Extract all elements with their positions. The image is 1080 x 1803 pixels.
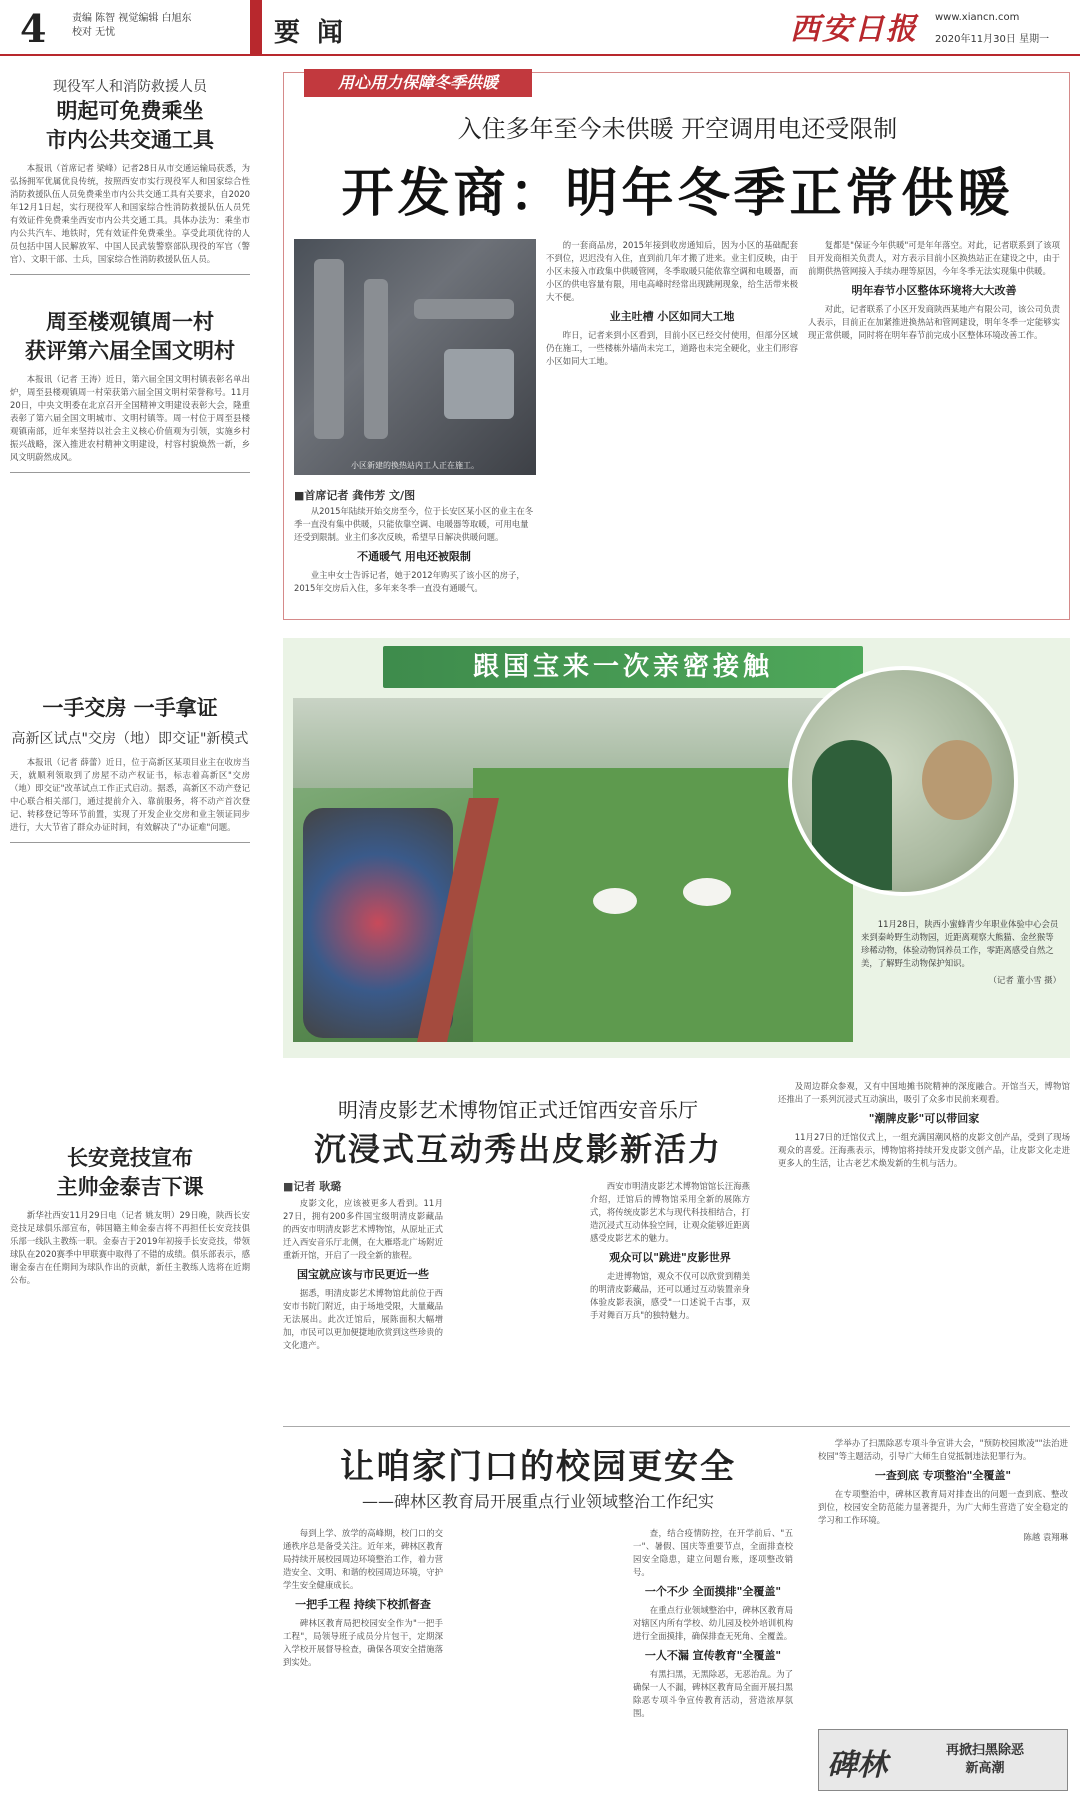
campus-credit: 陈越 袁翔琳 <box>1023 1532 1068 1542</box>
campus-col1-paragraph-b: 碑林区教育局把校园安全作为"一把手工程"，局领导班子成员分片包干，定期深入学校开展督导检查，确保各项安全措施落到实处。 <box>283 1618 443 1667</box>
divider <box>10 274 250 275</box>
heating-col3-paragraph: 复都是"保证今年供暖"可是年年落空。对此，记者联系到了该项目开发商相关负责人，对方表示目前小区换热站正在建设之中，由于前期供热管网接入手续办理等原因，今年冬季无法实现集中供暖。 <box>808 240 1060 276</box>
heating-col1 <box>294 505 534 595</box>
story4-body <box>10 1209 250 1287</box>
beilin-logo: 碑林 <box>827 1748 887 1783</box>
campus-story <box>283 1426 1070 1796</box>
panda-shape <box>593 888 637 914</box>
campus-col2-subhead: 一个不少 全面摸排"全覆盖" <box>644 1585 782 1598</box>
story2-headline-line1: 周至楼观镇周一村 <box>46 309 214 334</box>
campus-right-col <box>818 1437 1068 1544</box>
story2-headline <box>10 307 250 365</box>
campus-col2 <box>633 1527 793 1720</box>
editor-line-1: 责编 陈智 视觉编辑 白旭东 <box>72 13 192 24</box>
heating-photo-caption: 小区新建的换热站内工人正在施工。 <box>351 461 479 470</box>
shadow-col1-paragraph: 皮影文化，应该被更多人看到。11月27日，拥有200多件国宝级明清皮影藏品的西安市明清皮影艺术博物馆，从原址正式迁入西安音乐厅北侧，在大雁塔北广场附近重新开馆，开启了一段全新的旅程。 <box>283 1198 443 1260</box>
pipe-shape <box>364 279 388 439</box>
section-bar <box>250 0 262 56</box>
heating-col2-paragraph-b: 昨日，记者来到小区看到，目前小区已经交付使用，但部分区域仍在施工，一些楼栋外墙尚未完工，道路也未完全硬化，业主们形容小区如同大工地。 <box>546 330 798 366</box>
story4-headline-line2: 主帅金泰吉下课 <box>56 1174 204 1199</box>
heating-byline: ■首席记者 龚伟芳 文/图 <box>294 489 416 502</box>
story1-headline-line2: 市内公共交通工具 <box>46 127 214 152</box>
boy-shape <box>812 740 892 890</box>
shadow-col2-paragraph-b: 走进博物馆，观众不仅可以欣赏到精美的明清皮影藏品，还可以通过互动装置亲身体验皮影表演，感受"一口述说千古事，双手对舞百万兵"的独特魅力。 <box>590 1271 750 1320</box>
panda-caption-text: 11月28日，陕西小蜜蜂青少年职业体验中心会员来到秦岭野生动物园，近距离观察大熊猫、金丝猴等珍稀动物，体验动物饲养员工作，零距离感受自然之美，了解野生动物保护知识。 <box>861 919 1059 968</box>
story1-body <box>10 162 250 266</box>
shadow-headline: 沉浸式互动秀出皮影新活力 <box>313 1130 722 1168</box>
section-tab <box>250 0 390 56</box>
heating-subtitle: 入住多年至今未供暖 开空调用电还受限制 <box>457 115 898 143</box>
heating-col2-paragraph: 的一套商品房，2015年接到收房通知后，因为小区的基础配套不到位，迟迟没有入住，直到前几年才搬了进来。业主们反映，由于小区未接入市政集中供暖管网，冬季取暖只能依靠空调和电暖器，而小区的供电容量有限，用电高峰时经常出现跳闸现象，给生活带来极大不便。 <box>546 240 798 302</box>
story2-paragraph: 本报讯（记者 王涛）近日，第六届全国文明村镇表彰名单出炉，周至县楼观镇周一村荣获第六届全国文明村荣誉称号。11月20日，中央文明委在北京召开全国精神文明建设表彰大会，隆重表彰了第六届全国文明城市、文明村镇等。周一村位于周至县楼观镇南部，近年来坚持以社会主义核心价值观为引领，实施乡村振兴战略，深入推进农村精神文明建设，村容村貌焕然一新，乡风文明蔚然成风。 <box>10 374 250 462</box>
panda-shape <box>683 878 731 906</box>
story3-paragraph: 本报讯（记者 薛蕾）近日，位于高新区某项目业主在收房当天，就顺利领取到了房屋不动产权证书，标志着高新区"交房（地）即交证"改革试点工作正式启动。据悉，高新区不动产登记中心联合相关部门，通过提前介入、靠前服务，将不动产首次登记、转移登记等环节前置，实现了开发企业交房和业主领证同步进行，大大节省了群众办证时间，有效解决了"办证难"问题。 <box>10 757 250 832</box>
section-title: 要 闻 <box>274 18 348 48</box>
campus-right-paragraph-b: 在专项整治中，碑林区教育局对排查出的问题一查到底、整改到位，校园安全防范能力显著提升，为广大师生营造了安全稳定的学习和工作环境。 <box>818 1489 1068 1525</box>
story4-headline <box>10 1143 250 1201</box>
shadow-subtitle: 明清皮影艺术博物馆正式迁馆西安音乐厅 <box>338 1098 698 1122</box>
beilin-tagline <box>915 1742 1055 1778</box>
heating-col3-subhead: 明年春节小区整体环境将大大改善 <box>851 284 1017 297</box>
panda-caption <box>861 918 1061 987</box>
masthead <box>0 0 1080 56</box>
campus-col1-paragraph: 每到上学、放学的高峰期，校门口的交通秩序总是备受关注。近年来，碑林区教育局持续开展校园周边环境整治工作，着力营造安全、文明、和谐的校园周边环境，守护学生安全健康成长。 <box>283 1528 443 1590</box>
panda-photo-credit: （记者 董小雪 摄） <box>988 975 1061 985</box>
story4-headline-line1: 长安竞技宣布 <box>67 1145 193 1170</box>
story2-body <box>10 373 250 464</box>
shadow-right-subhead: "潮牌皮影"可以带回家 <box>868 1112 980 1125</box>
heating-col3 <box>808 239 1060 342</box>
story1-kicker: 现役军人和消防救援人员 <box>53 79 207 95</box>
issue-date: 2020年11月30日 星期一 <box>935 34 1050 45</box>
pump-shape <box>444 349 514 419</box>
campus-col2-paragraph-c: 有黑扫黑，无黑除恶，无恶治乱。为了确保一人不漏，碑林区教育局全面开展扫黑除恶专项斗争宣传教育活动，营造浓厚氛围。 <box>633 1669 793 1718</box>
campus-col2-paragraph: 查，结合疫情防控，在开学前后、"五一"、暑假、国庆等重要节点，全面排查校园安全隐患，建立问题台账，逐项整改销号。 <box>633 1528 793 1577</box>
shadow-col1-subhead: 国宝就应该与市民更近一些 <box>297 1268 429 1281</box>
panda-enclosure-photo <box>293 698 853 1042</box>
heating-headline: 开发商：明年冬季正常供暖 <box>341 163 1014 224</box>
campus-right-subhead: 一查到底 专项整治"全覆盖" <box>874 1469 1012 1482</box>
beilin-tagline-line1: 再掀扫黑除恶 <box>945 1743 1024 1758</box>
shadow-byline: ■记者 耿璐 <box>283 1180 342 1193</box>
website-url[interactable]: www.xiancn.com <box>935 12 1020 23</box>
story1-headline <box>10 96 250 154</box>
heating-col1-paragraph-b: 业主申女士告诉记者，她于2012年购买了该小区的房子，2015年交房后入住，多年来冬季一直没有通暖气。 <box>294 570 525 593</box>
shadow-col1-paragraph-b: 据悉，明清皮影艺术博物馆此前位于西安市书院门附近，由于场地受限，大量藏品无法展出。此次迁馆后，展陈面积大幅增加，市民可以更加便捷地欣赏到这些珍贵的文化遗产。 <box>283 1288 443 1350</box>
story3-deck: 高新区试点"交房（地）即交证"新模式 <box>11 731 249 747</box>
newspaper-logo: 西安日报 <box>790 12 918 47</box>
panda-story <box>283 638 1070 1058</box>
page-number: 4 <box>20 6 47 51</box>
story1-headline-line1: 明起可免费乘坐 <box>56 98 204 123</box>
divider <box>10 472 250 473</box>
editor-credits <box>72 12 192 40</box>
panda-banner: 跟国宝来一次亲密接触 <box>383 646 863 688</box>
story3-body <box>10 756 250 834</box>
story1-paragraph: 本报讯（首席记者 梁峰）记者28日从市交通运输局获悉，为弘扬拥军优属优良传统，按照西安市实行现役军人和国家综合性消防救援队伍人员免费乘坐市内公共交通工具有关要求，自2020年12月1日起，实行现役军人和国家综合性消防救援队伍人员凭有效证件免费乘坐西安市内公共交通工具。具体办法为：乘坐市内公共汽车、地铁时，凭有效证件免费乘坐。享受此项优待的人员包括中国人民解放军、中国人民武装警察部队现役的军官（警官）、文职干部、士兵，国家综合性消防救援队伍人员。 <box>10 163 250 264</box>
shadow-right-paragraph: 及周边群众参观，又有中国地摊书院精神的深度融合。开馆当天，博物馆还推出了一系列沉浸式互动演出，吸引了众多市民前来观看。 <box>778 1081 1070 1104</box>
heating-col3-paragraph-b: 对此，记者联系了小区开发商陕西某地产有限公司，该公司负责人表示，目前正在加紧推进换热站和管网建设，明年冬季一定能够实现正常供暖，同时将在明年春节前完成小区整体环境改善工作。 <box>808 304 1060 340</box>
campus-col1 <box>283 1527 443 1669</box>
shadow-col2-subhead: 观众可以"跳进"皮影世界 <box>609 1251 731 1264</box>
heating-col2 <box>546 239 798 368</box>
boy-monkey-inset-photo <box>788 666 1018 896</box>
shadow-col2 <box>590 1180 750 1322</box>
campus-right-paragraph: 学举办了扫黑除恶专项斗争宣讲大会，"预防校园欺凌""法治进校园"等主题活动，引导广大师生自觉抵制违法犯罪行为。 <box>818 1438 1068 1461</box>
campus-col1-subhead: 一把手工程 持续下校抓督查 <box>295 1598 431 1611</box>
beilin-campaign-ad <box>818 1729 1068 1791</box>
beilin-tagline-line2: 新高潮 <box>965 1761 1005 1776</box>
campus-headline: 让咱家门口的校园更安全 <box>340 1447 736 1487</box>
heating-station-photo <box>294 239 536 475</box>
shadow-col1 <box>283 1180 443 1352</box>
story4-paragraph: 新华社西安11月29日电（记者 姚友明）29日晚，陕西长安竞技足球俱乐部宣布，韩国籍主帅金泰吉将不再担任长安竞技俱乐部一线队主教练一职。金泰吉于2019年初接手长安竞技，带领球队在2020赛季中甲联赛中取得了不错的成绩。俱乐部表示，感谢金泰吉在任期间为球队作出的贡献，新任主教练人选将在近期公布。 <box>10 1210 250 1285</box>
heating-story <box>283 72 1070 620</box>
story2-headline-line2: 获评第六届全国文明村 <box>25 338 235 363</box>
divider <box>10 842 250 843</box>
pipe-shape <box>414 299 514 319</box>
heating-banner: 用心用力保障冬季供暖 <box>304 69 532 97</box>
campus-col2-paragraph-b: 在重点行业领域整治中，碑林区教育局对辖区内所有学校、幼儿园及校外培训机构进行全面摸排，确保排查无死角、全覆盖。 <box>633 1605 793 1641</box>
campus-col2-subhead2: 一人不漏 宣传教育"全覆盖" <box>644 1649 782 1662</box>
heating-col1-paragraph: 从2015年陆续开始交房至今，位于长安区某小区的业主在冬季一直没有集中供暖，只能依靠空调、电暖器等取暖，可用电量还受到限制。业主们多次反映，希望早日解决供暖问题。 <box>294 506 534 542</box>
story3-headline: 一手交房 一手拿证 <box>42 695 218 720</box>
left-column <box>10 64 250 1287</box>
shadow-right-paragraph-b: 11月27日的迁馆仪式上，一组充满国潮风格的皮影文创产品，受到了现场观众的喜爱。汪海燕表示，博物馆将持续开发皮影文创产品，让皮影文化走进更多人的生活，让古老艺术焕发新的生机与活力。 <box>778 1132 1070 1168</box>
campus-subtitle: ——碑林区教育局开展重点行业领域整治工作纪实 <box>361 1492 714 1511</box>
editor-line-2: 校对 无忧 <box>72 27 116 38</box>
pipe-shape <box>314 259 344 439</box>
shadow-col2-paragraph: 西安市明清皮影艺术博物馆馆长汪海燕介绍，迁馆后的博物馆采用全新的展陈方式，将传统皮影艺术与现代科技相结合，打造沉浸式互动体验空间，让观众能够近距离感受皮影艺术的魅力。 <box>590 1181 750 1243</box>
shadow-right-col <box>778 1080 1070 1170</box>
heating-col2-subhead: 业主吐槽 小区如同大工地 <box>609 310 735 323</box>
heating-col1-subhead: 不通暖气 用电还被限制 <box>357 550 471 563</box>
monkey-shape <box>922 740 992 820</box>
